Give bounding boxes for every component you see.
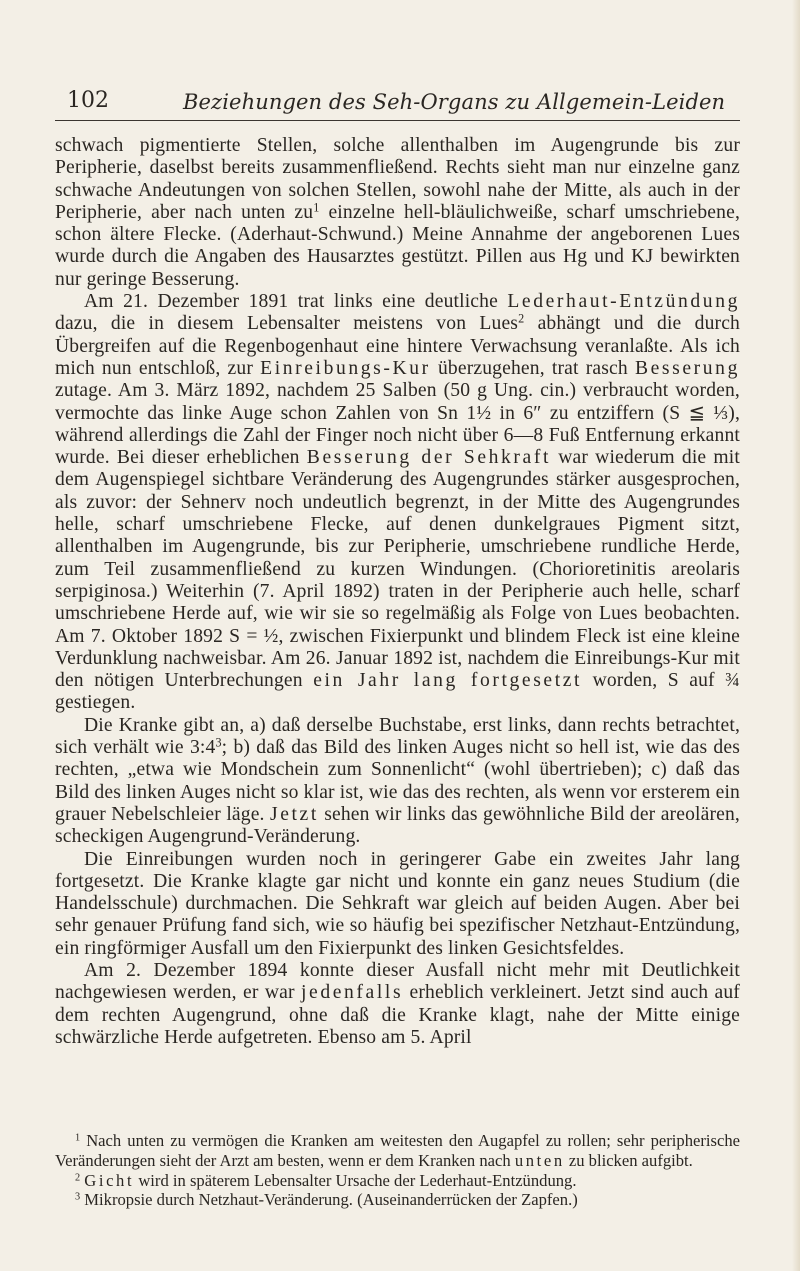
body-text: [55, 135, 740, 1049]
text-run: sehen wir links das gewöhnliche Bild der areolären, scheckigen Augengrund-Veränderung.: [55, 803, 740, 848]
paragraph-3: [55, 715, 740, 849]
text-run: Am 2. Dezember 1894 konnte dieser Ausfall nicht mehr mit Deutlichkeit nachgewiesen werden, er war: [55, 959, 740, 1004]
text-run: zu blicken aufgibt.: [564, 1150, 693, 1170]
footnote-3: [55, 1190, 740, 1210]
footnote-ref-2: 2: [518, 311, 525, 326]
text-run: Mikropsie durch Netzhaut-Veränderung. (Auseinanderrücken der Zapfen.): [80, 1190, 578, 1210]
footnote-ref-1: 1: [313, 200, 320, 215]
emphasized-term: Besserung: [634, 357, 740, 379]
text-run: Die Kranke gibt an, a) daß derselbe Buchstabe, erst links, dann rechts betrachtet, sich verhält wie 3:4: [55, 714, 740, 759]
paragraph-2: [55, 291, 740, 715]
footnote-1: [55, 1131, 740, 1171]
footnote-number: 3: [75, 1191, 81, 1203]
emphasized-term: unten: [514, 1150, 565, 1170]
text-run: Am 21. Dezember 1891 trat links eine deutliche: [84, 291, 508, 313]
text-run: wird in späterem Lebensalter Ursache der Lederhaut-Entzündung.: [134, 1170, 577, 1190]
emphasized-term: Besserung der Sehkraft: [306, 447, 552, 469]
text-run: abhängt und die durch Übergreifen auf die Regenbogenhaut eine hintere Verwachsung veranlaßte. Als ich mich nun entschloß, zur: [55, 313, 740, 379]
text-run: worden, S auf ¾ gestiegen.: [55, 670, 740, 714]
text-run: erheblich verkleinert. Jetzt sind auch auf dem rechten Augengrund, ohne daß die Kranke klagt, nahe der Mitte einige schwärzliche Herde aufgetreten. Ebenso am 5. April: [55, 982, 740, 1048]
text-run: Nach unten zu vermögen die Kranken am weitesten den Augapfel zu rollen; sehr peripherische Veränderungen sieht der Arzt am besten, wenn er dem Kranken nach: [55, 1131, 740, 1170]
emphasized-term: Lederhaut-Entzündung: [507, 291, 740, 313]
paragraph-1: [55, 135, 740, 291]
paragraph-4: [55, 849, 740, 960]
text-run: dazu, die in diesem Lebensalter meistens von Lues: [55, 313, 519, 335]
page-number: 102: [67, 88, 109, 113]
footnote-2: [55, 1171, 740, 1191]
emphasized-term: jedenfalls: [301, 982, 404, 1004]
text-run: Die Einreibungen wurden noch in geringerer Gabe ein zweites Jahr lang fortgesetzt. Die Kranke klagte gar nicht und konnte ein ganz neues Studium (die Handelsschule) durchmachen. Die Sehkraft war gleich auf beiden Augen. Aber bei sehr genauer Prüfung fand sich, wie so häufig bei spezifischer Netzhaut-Entzündung, ein ringförmiger Ausfall um den Fixierpunkt des linken Gesichtsfeldes.: [55, 848, 740, 959]
text-run: ; b) daß das Bild des linken Auges nicht so hell ist, wie das des rechten, „etwa wie Mondschein zum Sonnenlicht“ (wohl übertrieben); c) daß das Bild des linken Auges nicht so klar ist, wie das des rechten, als wenn vor ersterem ein grauer Nebelschleier läge.: [55, 737, 740, 825]
text-run: war wiederum die mit dem Augenspiegel sichtbare Veränderung des Augengrundes stärker ausgesprochen, als zuvor: der Sehnerv noch undeutlich begrenzt, in der Mitte des Augengrundes helle, scharf umschriebene Flecke, auf denen dunkelgraues Pigment sitzt, allenthalben im Augengrunde, bis zur Peripherie, umschriebene rundliche Herde, zum Teil zusammenfließend zu kurzen Windungen. (Chorioretinitis areolaris serpiginosa.) Weiterhin (7. April 1892) traten in der Peripherie auch helle, scharf umschriebene Herde auf, wie wir sie so regelmäßig als Folge von Lues beobachten. Am 7. Oktober 1892 S = ½, zwischen Fixierpunkt und blindem Fleck ist eine kleine Verdunklung nachweisbar. Am 26. Januar 1892 ist, nachdem die Einreibungs-Kur mit den nötigen Unterbrechungen: [55, 447, 740, 692]
emphasized-term: ein Jahr lang fortgesetzt: [313, 670, 583, 692]
paragraph-5: [55, 960, 740, 1049]
text-run: überzugehen, trat rasch: [430, 357, 635, 379]
page-header: [55, 88, 740, 121]
footnote-number: 2: [75, 1171, 81, 1183]
emphasized-term: Gicht: [84, 1170, 135, 1190]
footnote-number: 1: [75, 1132, 81, 1144]
emphasized-term: Einreibungs-Kur: [260, 357, 431, 379]
emphasized-term: Jetzt: [269, 803, 319, 825]
text-run: einzelne hell-bläulichweiße, scharf umschriebene, schon ältere Flecke. (Aderhaut-Schwund.) Meine Annahme der angeborenen Lues wurde durch die Angaben des Hausarztes gestützt. Pillen aus Hg und KJ bewirkten nur geringe Besserung.: [55, 201, 740, 290]
running-title: Beziehungen des Seh-Organs zu Allgemein-Leiden: [183, 90, 726, 114]
footnote-ref-3: 3: [215, 735, 222, 750]
text-run: zutage. Am 3. März 1892, nachdem 25 Salben (50 g Ung. cin.) verbraucht worden, vermochte das linke Auge schon Zahlen von Sn 1½ in 6″ zu entziffern (S ≦ ⅓), während allerdings die Zahl der Finger noch nicht über 6—8 Fuß Entfernung erkannt wurde. Bei dieser erheblichen: [55, 380, 740, 469]
page-edge-shadow: [792, 0, 800, 1271]
text-run: schwach pigmentierte Stellen, solche allenthalben im Augengrunde bis zur Peripherie, daselbst bereits zusammenfließend. Rechts sieht man nur einzelne ganz schwache Andeutungen von solchen Stellen, sowohl nahe der Mitte, als auch in der Peripherie, aber nach unten zu: [55, 135, 740, 223]
footnotes: [55, 1131, 740, 1210]
